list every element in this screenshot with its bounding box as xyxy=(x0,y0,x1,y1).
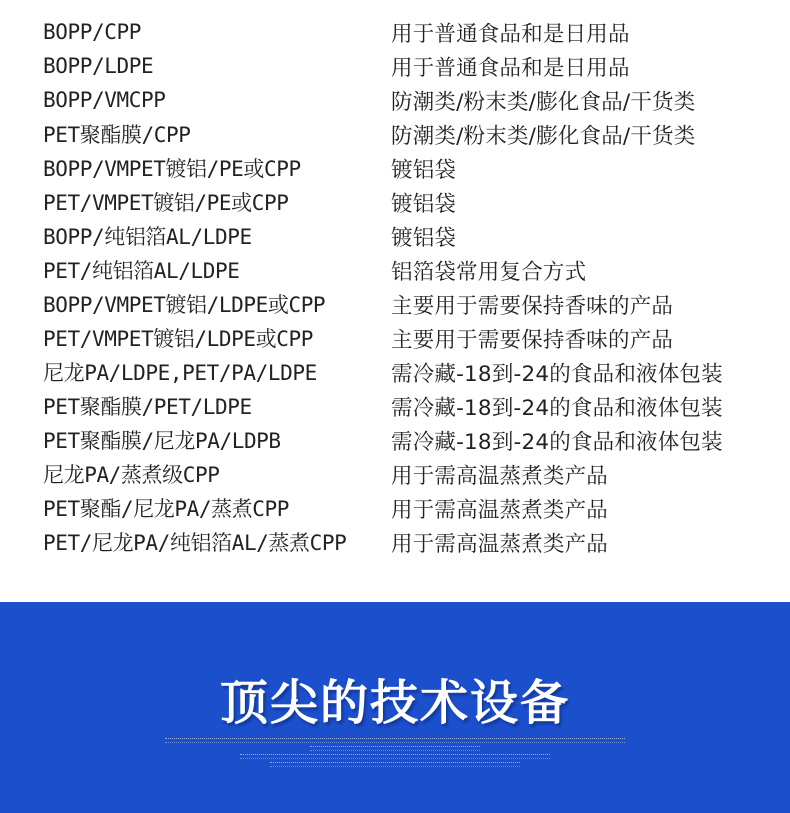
table-row xyxy=(43,49,763,83)
table-row xyxy=(43,321,763,355)
table-row xyxy=(43,151,763,185)
table-row xyxy=(43,491,763,525)
usage-cell: 镀铝袋 xyxy=(391,191,457,217)
material-cell: PET聚酯膜/CPP xyxy=(43,123,191,147)
material-cell: BOPP/VMPET镀铝/LDPE或CPP xyxy=(43,293,326,317)
material-cell: BOPP/纯铝箔AL/LDPE xyxy=(43,225,252,249)
table-row xyxy=(43,457,763,491)
table-row xyxy=(43,525,763,559)
material-cell: PET聚酯膜/尼龙PA/LDPB xyxy=(43,429,281,453)
material-usage-table xyxy=(43,15,763,559)
usage-cell: 镀铝袋 xyxy=(391,225,457,251)
usage-cell: 铝箔袋常用复合方式 xyxy=(391,259,587,285)
table-row xyxy=(43,253,763,287)
table-row xyxy=(43,389,763,423)
material-cell: PET聚酯/尼龙PA/蒸煮CPP xyxy=(43,497,290,521)
material-cell: PET/纯铝箔AL/LDPE xyxy=(43,259,240,283)
material-cell: PET/VMPET镀铝/PE或CPP xyxy=(43,191,289,215)
usage-cell: 镀铝袋 xyxy=(391,157,457,183)
table-row xyxy=(43,287,763,321)
usage-cell: 用于需高温蒸煮类产品 xyxy=(391,531,609,557)
material-cell: BOPP/VMCPP xyxy=(43,88,166,112)
usage-cell: 用于普通食品和是日用品 xyxy=(391,21,630,47)
material-cell: 尼龙PA/蒸煮级CPP xyxy=(43,463,220,487)
material-cell: PET/尼龙PA/纯铝箔AL/蒸煮CPP xyxy=(43,531,347,555)
table-row xyxy=(43,83,763,117)
usage-cell: 用于需高温蒸煮类产品 xyxy=(391,497,609,523)
usage-cell: 主要用于需要保持香味的产品 xyxy=(391,293,674,319)
material-cell: PET聚酯膜/PET/LDPE xyxy=(43,395,252,419)
table-row xyxy=(43,219,763,253)
material-cell: BOPP/LDPE xyxy=(43,54,154,78)
section-banner xyxy=(0,602,790,813)
banner-title: 顶尖的技术设备 xyxy=(219,675,570,731)
table-row xyxy=(43,15,763,49)
table-row xyxy=(43,355,763,389)
table-row xyxy=(43,423,763,457)
decorative-line xyxy=(240,754,550,759)
usage-cell: 防潮类/粉末类/膨化食品/干货类 xyxy=(391,89,696,115)
usage-cell: 防潮类/粉末类/膨化食品/干货类 xyxy=(391,123,696,149)
table-row xyxy=(43,117,763,151)
decorative-subtitle-lines xyxy=(0,738,790,770)
usage-cell: 主要用于需要保持香味的产品 xyxy=(391,327,674,353)
material-cell: 尼龙PA/LDPE,PET/PA/LDPE xyxy=(43,361,317,385)
usage-cell: 用于普通食品和是日用品 xyxy=(391,55,630,81)
material-cell: BOPP/VMPET镀铝/PE或CPP xyxy=(43,157,301,181)
material-cell: PET/VMPET镀铝/LDPE或CPP xyxy=(43,327,313,351)
usage-cell: 需冷藏-18到-24的食品和液体包装 xyxy=(391,361,723,387)
material-cell: BOPP/CPP xyxy=(43,20,141,44)
decorative-line xyxy=(165,738,625,743)
usage-cell: 需冷藏-18到-24的食品和液体包装 xyxy=(391,395,723,421)
table-row xyxy=(43,185,763,219)
decorative-line xyxy=(270,762,520,767)
decorative-line xyxy=(310,746,480,751)
usage-cell: 用于需高温蒸煮类产品 xyxy=(391,463,609,489)
usage-cell: 需冷藏-18到-24的食品和液体包装 xyxy=(391,429,723,455)
